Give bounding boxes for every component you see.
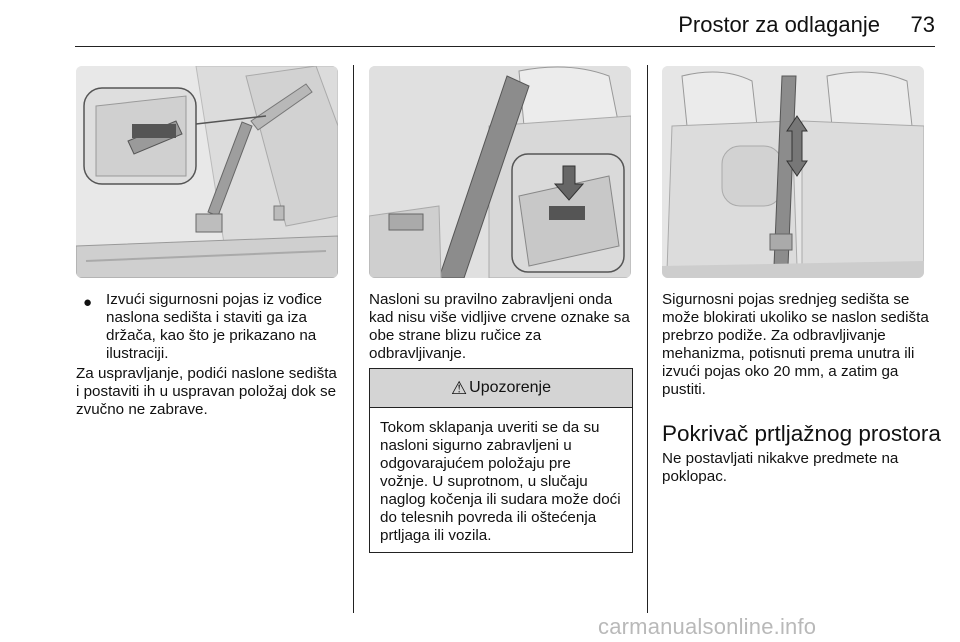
header-divider xyxy=(75,46,935,47)
section-title: Pokrivač prtljažnog prostora xyxy=(662,421,941,446)
warning-header xyxy=(370,369,632,408)
page-header-title: Prostor za odlaganje xyxy=(678,12,880,37)
column-divider xyxy=(353,65,354,613)
warning-text: Tokom sklapanja uveriti se da su nasloni sigurno zabravljeni u odgovarajućem položaju pre vožnje. U suprotnom, u slučaju naglog kočenja ili sudara može doći do telesnih povreda ili oštećenja prtljaga ili vozila. xyxy=(380,419,621,544)
paragraph: Sigurnosni pojas srednjeg sedišta se može blokirati ukoliko se naslon sedišta prebrzo podiže. Za odbravljivanje mehanizma, potisnuti prema unutra ili izvući pojas oko 20 mm, a zatim ga pustiti. xyxy=(662,291,929,398)
paragraph: Nasloni su pravilno zabravljeni onda kad nisu više vidljive crvene oznake sa obe strane blizu ručice za odbravljivanje. xyxy=(369,291,630,362)
warning-triangle-icon: ⚠ xyxy=(451,377,468,398)
paragraph: Za uspravljanje, podići naslone sedišta i postaviti ih u uspravan položaj dok se zvučno ne zabrave. xyxy=(76,365,337,418)
watermark: carmanualsonline.info xyxy=(598,614,817,639)
middle-seat-belt-illustration xyxy=(662,66,924,278)
seat-belt-guide-illustration xyxy=(76,66,338,278)
bullet-text: Izvući sigurnosni pojas iz vođice naslona sedišta i staviti ga iza držača, kao što je prikazano na ilustraciji. xyxy=(106,291,323,362)
warning-box xyxy=(369,368,633,553)
section-text: Ne postavljati nikakve predmete na poklopac. xyxy=(662,450,899,485)
seat-back-lock-illustration xyxy=(369,66,631,278)
page-number: 73 xyxy=(910,12,935,37)
bullet-marker: ● xyxy=(83,294,93,311)
warning-title: Upozorenje xyxy=(469,379,551,396)
column-divider xyxy=(647,65,648,613)
